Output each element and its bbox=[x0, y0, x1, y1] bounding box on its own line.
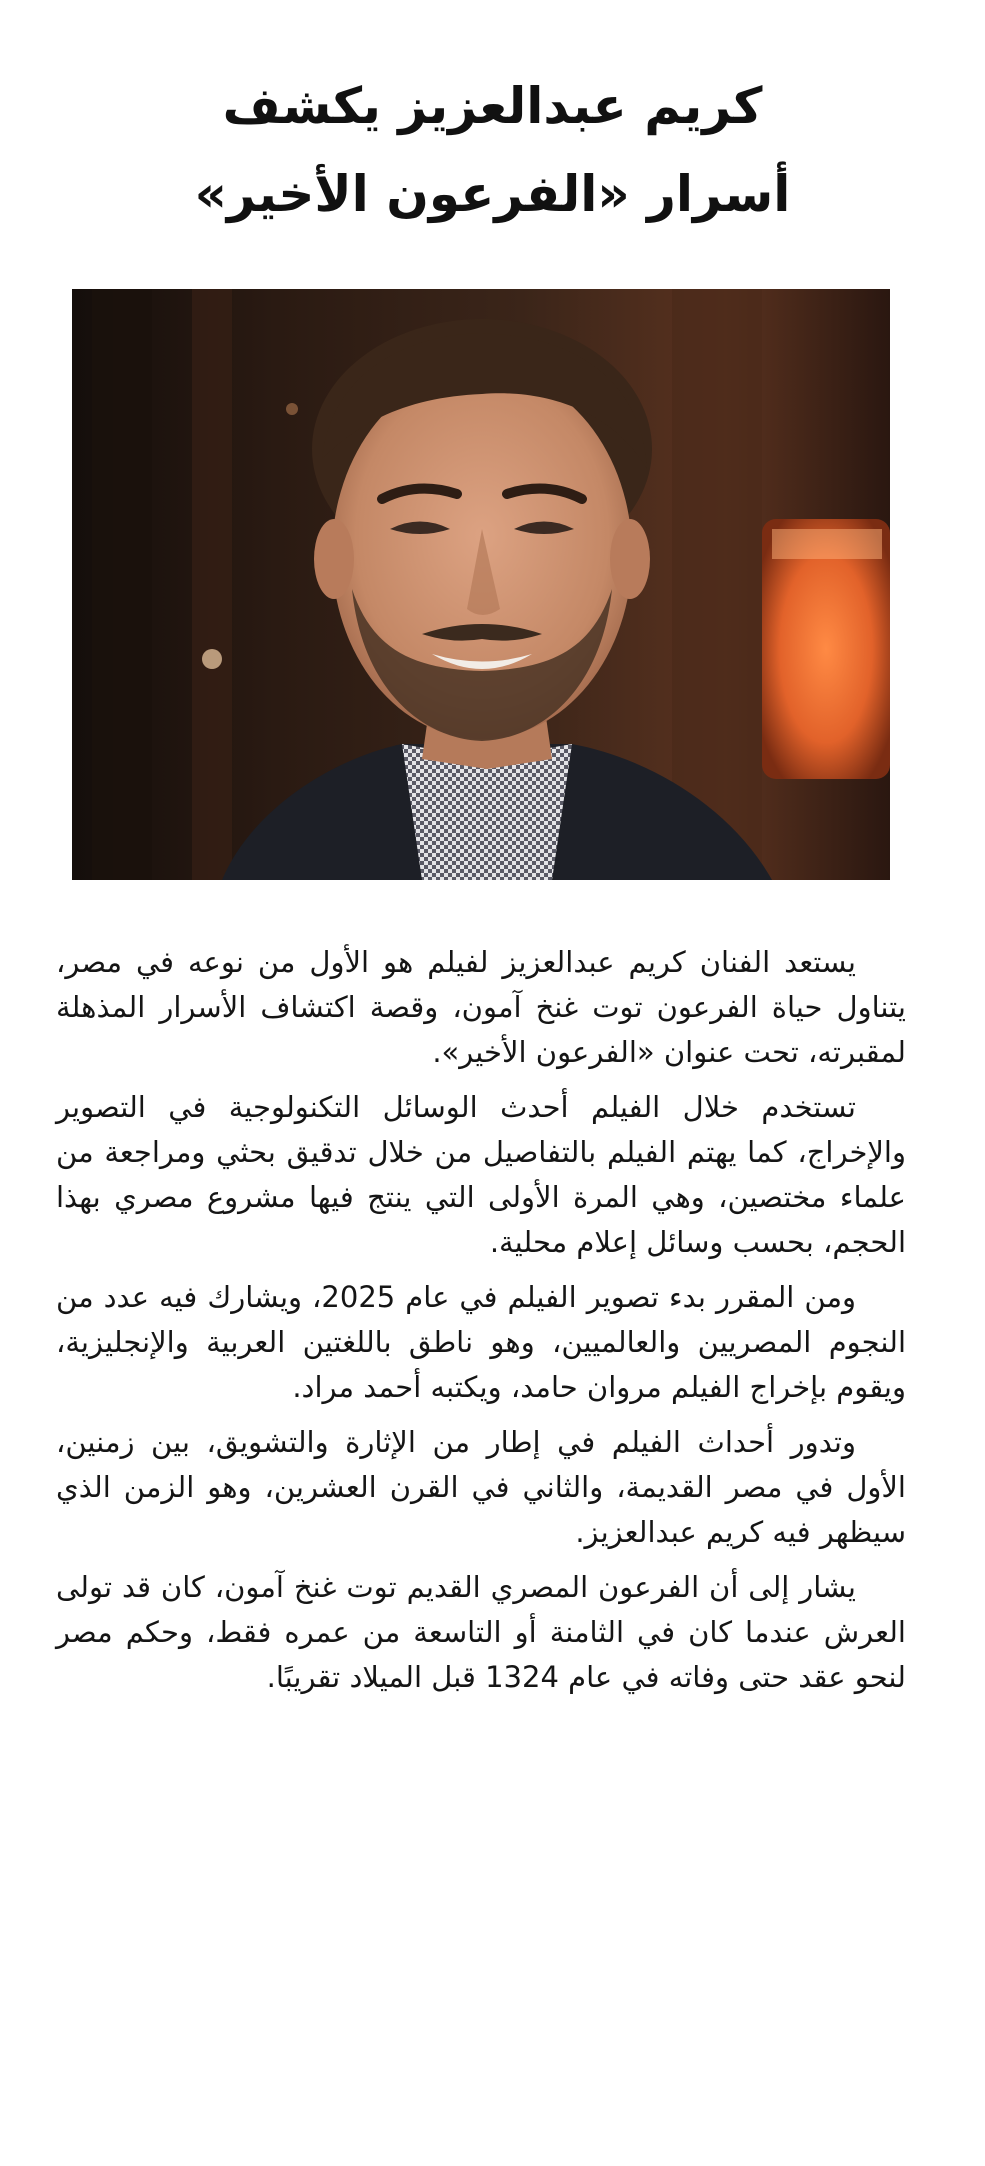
paragraph-3: ومن المقرر بدء تصوير الفيلم في عام 2025، ويشارك فيه عدد من النجوم المصريين والعالميين، وهو ناطق باللغتين العربية والإنجليزية، ويقوم بإخراج الفيلم مروان حامد، ويكتبه أحمد مراد. bbox=[56, 1280, 906, 1404]
paragraph-4: وتدور أحداث الفيلم في إطار من الإثارة والتشويق، بين زمنين، الأول في مصر القديمة، والثاني في القرن العشرين، وهو الزمن الذي سيظهر فيه كريم عبدالعزيز. bbox=[56, 1425, 906, 1549]
headline-line-1: كريم عبدالعزيز يكشف bbox=[222, 77, 763, 135]
headline-line-2: أسرار «الفرعون الأخير» bbox=[194, 165, 791, 223]
article-photo bbox=[72, 289, 890, 880]
paragraph-1: يستعد الفنان كريم عبدالعزيز لفيلم هو الأول من نوعه في مصر، يتناول حياة الفرعون توت غنخ آمون، وقصة اكتشاف الأسرار المذهلة لمقبرته، تحت عنوان «الفرعون الأخير». bbox=[56, 945, 906, 1069]
article-body bbox=[56, 940, 906, 1710]
portrait-illustration bbox=[72, 289, 890, 880]
article-headline bbox=[80, 62, 905, 238]
paragraph-2: تستخدم خلال الفيلم أحدث الوسائل التكنولوجية في التصوير والإخراج، كما يهتم الفيلم بالتفاصيل من خلال تدقيق بحثي ومراجعة من علماء مختصين، وهي المرة الأولى التي ينتج فيها مشروع مصري بهذا الحجم، بحسب وسائل إعلام محلية. bbox=[56, 1090, 906, 1259]
paragraph-5: يشار إلى أن الفرعون المصري القديم توت غنخ آمون، كان قد تولى العرش عندما كان في الثامنة أو التاسعة من عمره فقط، وحكم مصر لنحو عقد حتى وفاته في عام 1324 قبل الميلاد تقريبًا. bbox=[56, 1570, 906, 1694]
